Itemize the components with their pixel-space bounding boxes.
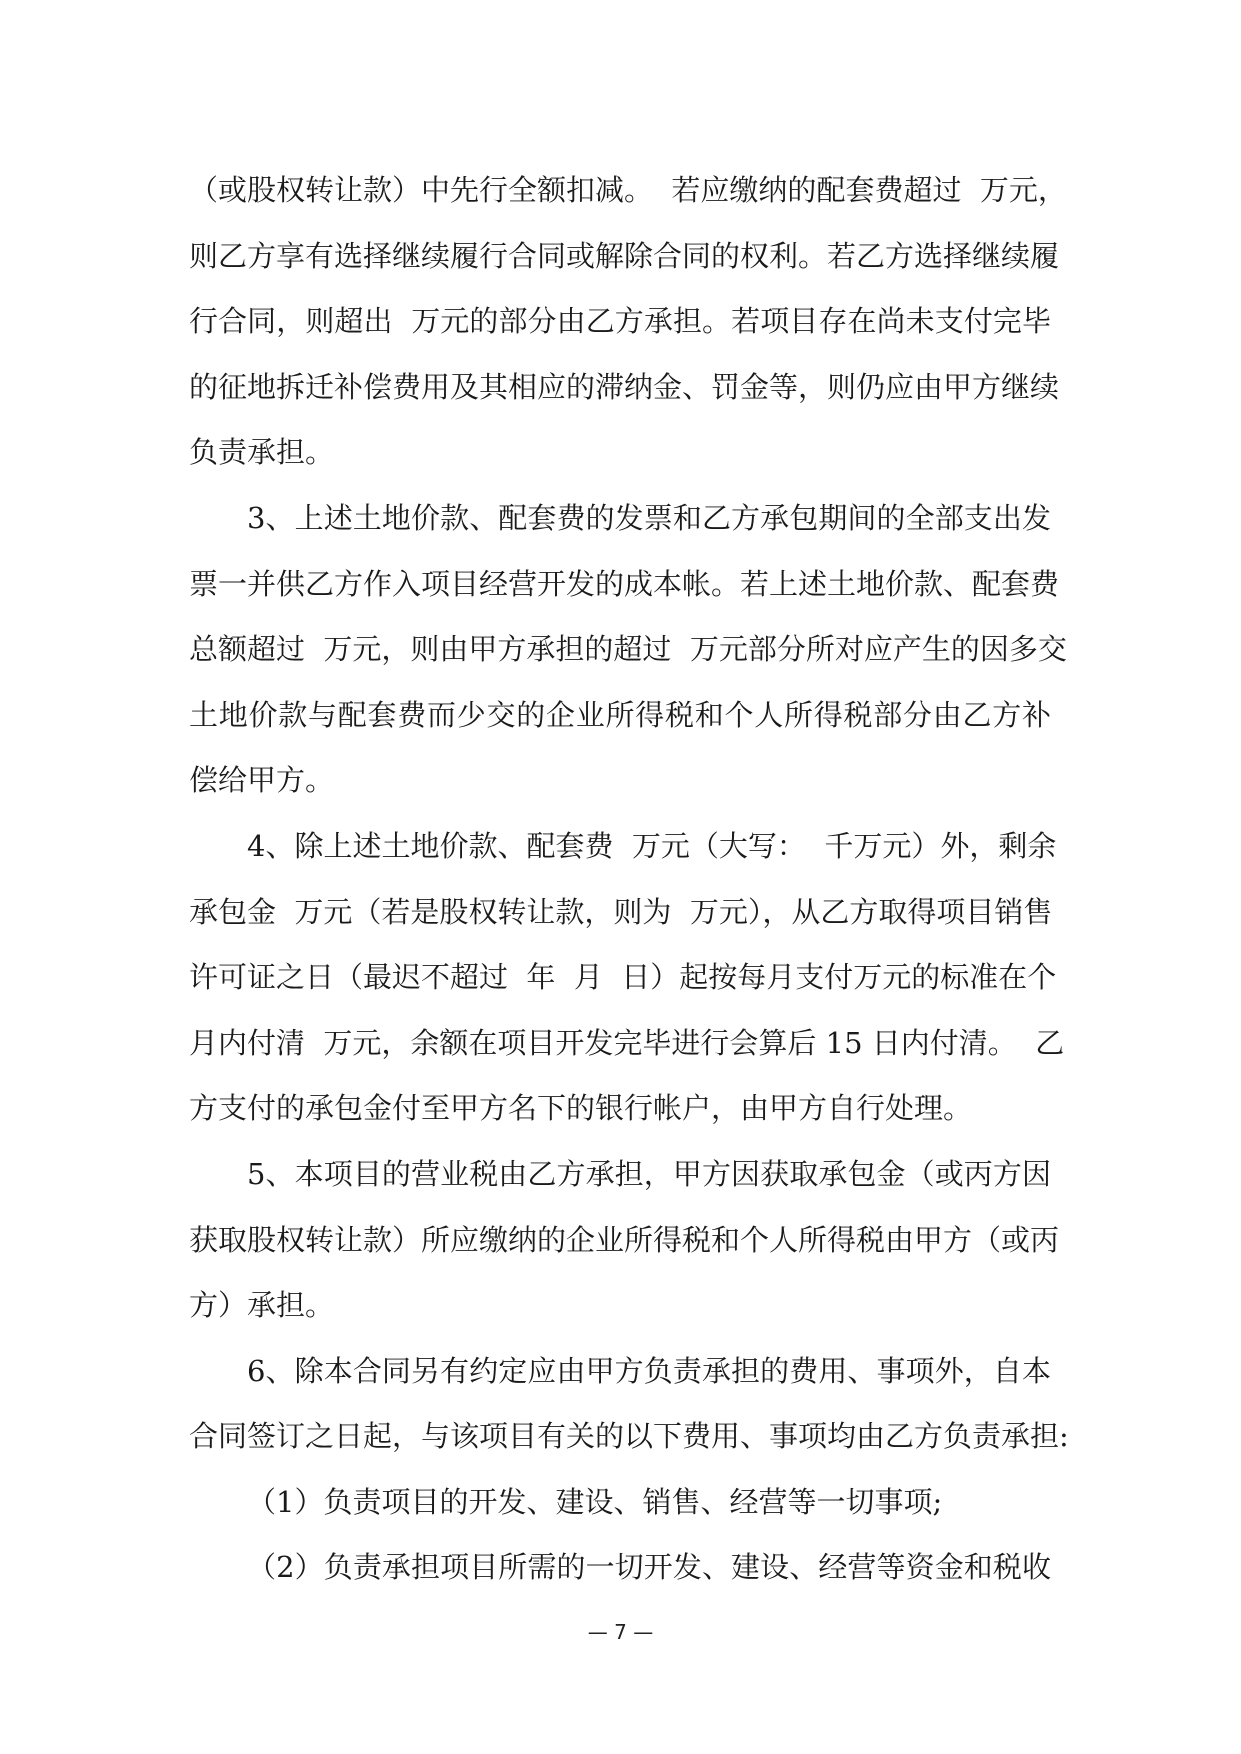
body-text [189,158,1069,1601]
paragraph-start-line: 5、本项目的营业税由乙方承担，甲方因获取承包金（或丙方因 [247,1156,1051,1191]
text-line: 许可证之日（最迟不超过 年 月 日）起按每月支付万元的标准在个 [189,960,1057,995]
text-line: 月内付清 万元，余额在项目开发完毕进行会算后 15 日内付清。 乙 [189,1025,1065,1060]
text-line: 总额超过 万元，则由甲方承担的超过 万元部分所对应产生的因多交 [189,632,1067,667]
text-line: 获取股权转让款）所应缴纳的企业所得税和个人所得税由甲方（或丙 [189,1222,1060,1257]
text-line: 票一并供乙方作入项目经营开发的成本帐。若上述土地价款、配套费 [189,566,1060,601]
text-line: 承包金 万元（若是股权转让款，则为 万元），从乙方取得项目销售 [189,894,1053,929]
text-line: 行合同，则超出 万元的部分由乙方承担。若项目存在尚未支付完毕 [189,304,1051,339]
text-line: （或股权转让款）中先行全额扣减。 若应缴纳的配套费超过 万元， [189,173,1067,207]
page-number: — 7 — [587,1620,654,1644]
text-line: 偿给甲方。 [189,763,335,798]
text-line: 土地价款与配套费而少交的企业所得税和个人所得税部分由乙方补 [189,697,1051,732]
text-line: 则乙方享有选择继续履行合同或解除合同的权利。若乙方选择继续履 [189,238,1060,273]
paragraph-start-line: 3、上述土地价款、配套费的发票和乙方承包期间的全部支出发 [247,500,1051,535]
list-item: （2）负责承担项目所需的一切开发、建设、经营等资金和税收 [247,1550,1051,1585]
text-line: 方支付的承包金付至甲方名下的银行帐户，由甲方自行处理。 [189,1091,973,1126]
paragraph-start-line: 6、除本合同另有约定应由甲方负责承担的费用、事项外，自本 [247,1353,1051,1388]
list-item: （1）负责项目的开发、建设、销售、经营等一切事项; [247,1484,943,1519]
text-line: 合同签订之日起，与该项目有关的以下费用、事项均由乙方负责承担: [189,1419,1069,1454]
text-line: 的征地拆迁补偿费用及其相应的滞纳金、罚金等，则仍应由甲方继续 [189,369,1060,404]
paragraph-start-line: 4、除上述土地价款、配套费 万元（大写： 千万元）外，剩余 [247,828,1057,863]
text-line: 负责承担。 [189,435,335,470]
text-line: 方）承担。 [189,1288,335,1323]
